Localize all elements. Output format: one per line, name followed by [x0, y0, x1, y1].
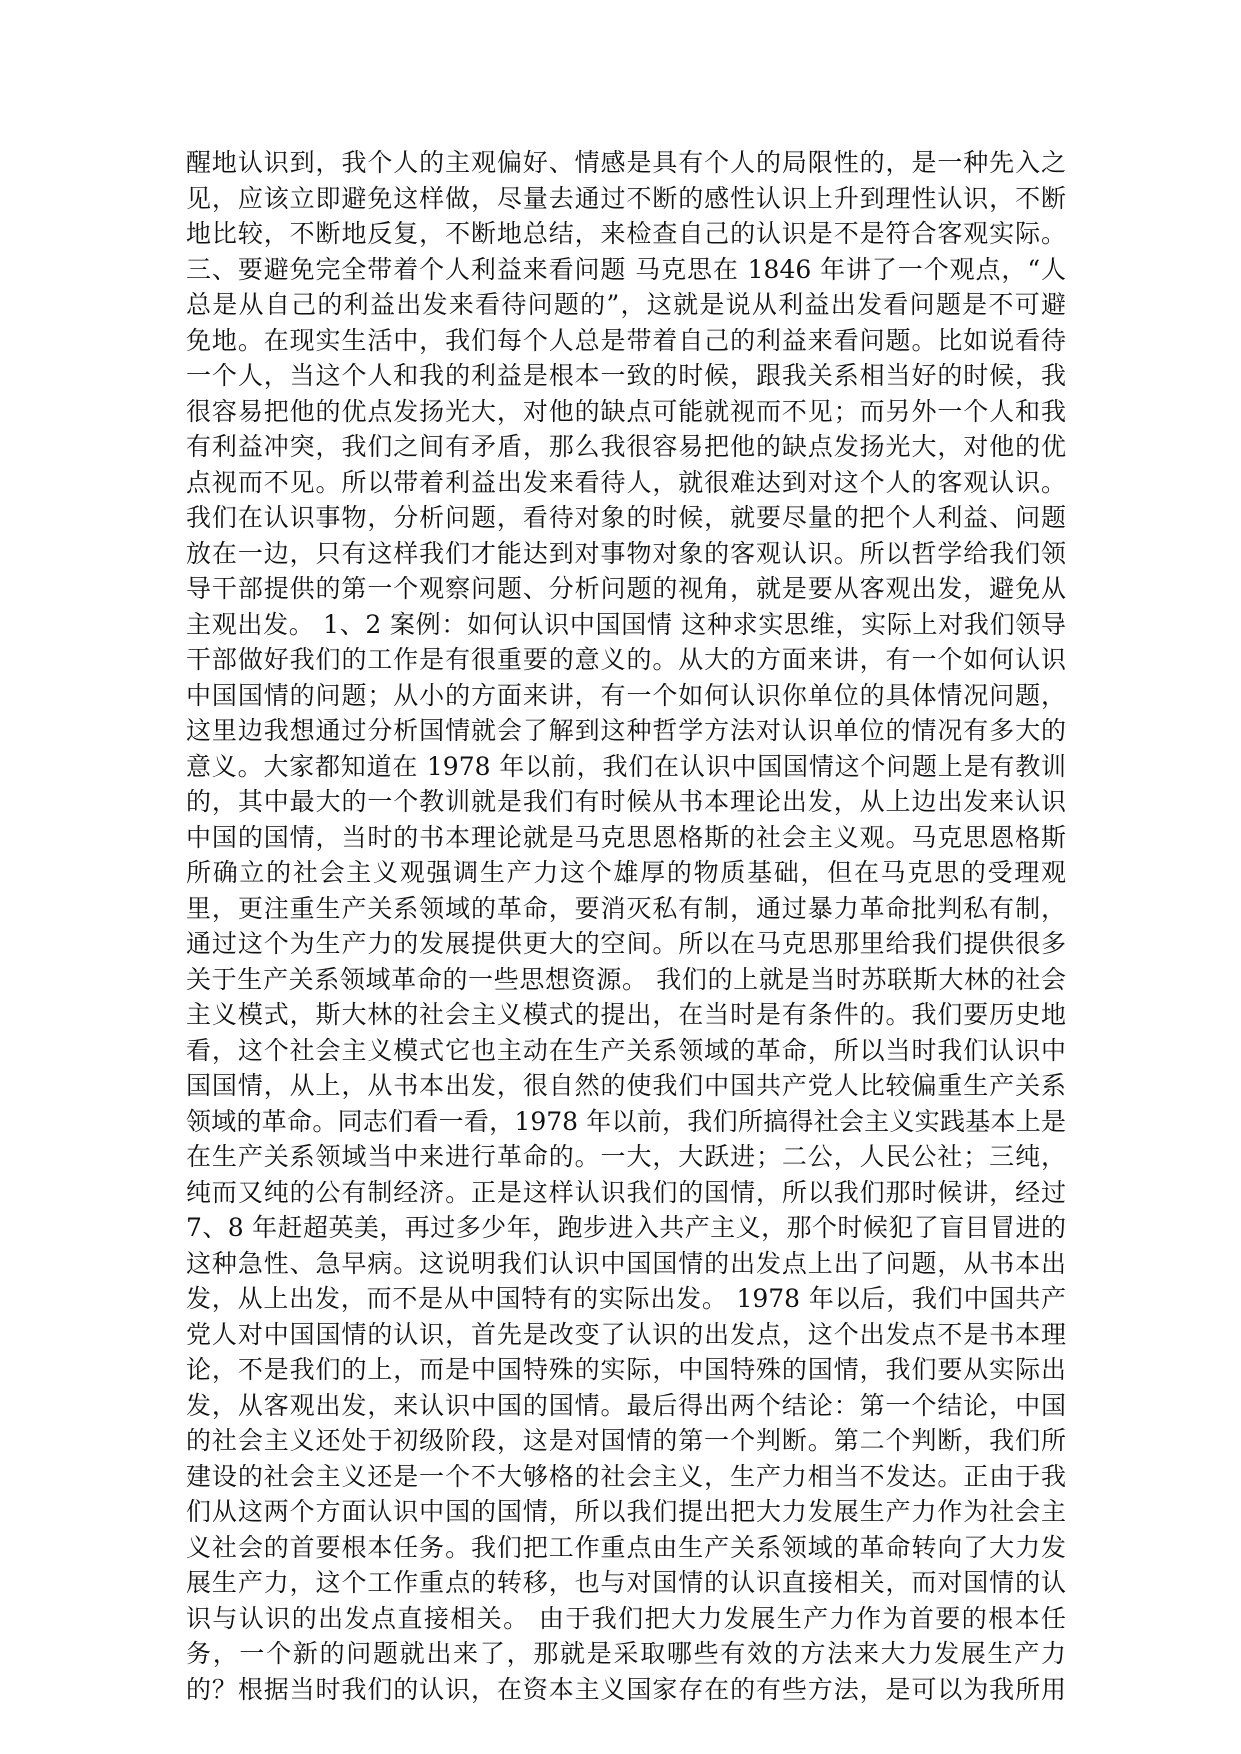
text-line: 的社会主义还处于初级阶段，这是对国情的第一个判断。第二个判断，我们所: [186, 1426, 1066, 1455]
text-line: 领域的革命。同志们看一看，1978 年以前，我们所搞得社会主义实践基本上是: [186, 1106, 1066, 1136]
text-line: 发，从上出发，而不是从中国特有的实际出发。 1978 年以后，我们中国共产: [186, 1284, 1066, 1313]
text-line: 一个人，当这个人和我的利益是根本一致的时候，跟我关系相当好的时候，我: [186, 361, 1066, 390]
text-line: 三、要避免完全带着个人利益来看问题 马克思在 1846 年讲了一个观点，“人: [186, 254, 1066, 284]
text-line: 建设的社会主义还是一个不大够格的社会主义，生产力相当不发达。正由于我: [186, 1461, 1066, 1491]
text-line: 看，这个社会主义模式它也主动在生产关系领域的革命，所以当时我们认识中: [186, 1035, 1066, 1065]
text-line: 中国国情的问题；从小的方面来讲，有一个如何认识你单位的具体情况问题，: [186, 680, 1066, 710]
text-line: 主义模式，斯大林的社会主义模式的提出，在当时是有条件的。我们要历史地: [186, 1000, 1066, 1029]
text-line: 地比较，不断地反复，不断地总结，来检查自己的认识是不是符合客观实际。: [186, 219, 1066, 248]
text-line: 导干部提供的第一个观察问题、分析问题的视角，就是要从客观出发，避免从: [186, 574, 1066, 603]
text-line: 主观出发。 1、2 案例：如何认识中国国情 这种求实思维，实际上对我们领导: [186, 609, 1066, 639]
text-line: 这种急性、急早病。这说明我们认识中国国情的出发点上出了问题，从书本出: [186, 1248, 1066, 1278]
text-line: 有利益冲突，我们之间有矛盾，那么我很容易把他的缺点发扬光大，对他的优: [186, 432, 1066, 461]
text-line: 务，一个新的问题就出来了，那就是采取哪些有效的方法来大力发展生产力: [186, 1639, 1066, 1668]
text-line: 所确立的社会主义观强调生产力这个雄厚的物质基础，但在马克思的受理观: [186, 858, 1066, 887]
text-line: 通过这个为生产力的发展提供更大的空间。所以在马克思那里给我们提供很多: [186, 929, 1066, 958]
text-line: 见，应该立即避免这样做，尽量去通过不断的感性认识上升到理性认识，不断: [186, 183, 1066, 213]
text-line: 中国的国情，当时的书本理论就是马克思恩格斯的社会主义观。马克思恩格斯: [186, 822, 1066, 852]
text-line: 7、8 年赶超英美，再过多少年，跑步进入共产主义，那个时候犯了盲目冒进的: [186, 1213, 1066, 1242]
text-line: 我们在认识事物，分析问题，看待对象的时候，就要尽量的把个人利益、问题: [186, 503, 1066, 532]
text-line: 这里边我想通过分析国情就会了解到这种哲学方法对认识单位的情况有多大的: [186, 716, 1066, 745]
text-line: 们从这两个方面认识中国的国情，所以我们提出把大力发展生产力作为社会主: [186, 1497, 1066, 1526]
text-line: 干部做好我们的工作是有很重要的意义的。从大的方面来讲，有一个如何认识: [186, 645, 1066, 674]
text-line: 放在一边，只有这样我们才能达到对事物对象的客观认识。所以哲学给我们领: [186, 538, 1066, 568]
text-line: 论，不是我们的上，而是中国特殊的实际，中国特殊的国情，我们要从实际出: [186, 1355, 1066, 1384]
text-line: 发，从客观出发，来认识中国的国情。最后得出两个结论：第一个结论，中国: [186, 1390, 1066, 1420]
body-text: [186, 145, 1066, 1707]
text-line: 国国情，从上，从书本出发，很自然的使我们中国共产党人比较偏重生产关系: [186, 1071, 1066, 1100]
text-line: 点视而不见。所以带着利益出发来看待人，就很难达到对这个人的客观认识。: [186, 467, 1066, 497]
text-line: 免地。在现实生活中，我们每个人总是带着自己的利益来看问题。比如说看待: [186, 325, 1066, 355]
text-line: 醒地认识到，我个人的主观偏好、情感是具有个人的局限性的，是一种先入之: [186, 148, 1066, 177]
text-line: 意义。大家都知道在 1978 年以前，我们在认识中国国情这个问题上是有教训: [186, 751, 1066, 781]
text-line: 识与认识的出发点直接相关。 由于我们把大力发展生产力作为首要的根本任: [186, 1603, 1066, 1633]
text-line: 在生产关系领域当中来进行革命的。一大，大跃进；二公，人民公社；三纯，: [186, 1142, 1066, 1171]
text-line: 里，更注重生产关系领域的革命，要消灭私有制，通过暴力革命批判私有制，: [186, 893, 1066, 923]
text-line: 很容易把他的优点发扬光大，对他的缺点可能就视而不见；而另外一个人和我: [186, 396, 1066, 426]
text-line: 关于生产关系领域革命的一些思想资源。 我们的上就是当时苏联斯大林的社会: [186, 964, 1066, 994]
text-line: 展生产力，这个工作重点的转移，也与对国情的认识直接相关，而对国情的认: [186, 1568, 1066, 1597]
text-line: 的，其中最大的一个教训就是我们有时候从书本理论出发，从上边出发来认识: [186, 787, 1066, 816]
text-line: 的？根据当时我们的认识，在资本主义国家存在的有些方法，是可以为我所用: [186, 1674, 1066, 1704]
text-line: 义社会的首要根本任务。我们把工作重点由生产关系领域的革命转向了大力发: [186, 1532, 1066, 1562]
text-line: 纯而又纯的公有制经济。正是这样认识我们的国情，所以我们那时候讲，经过: [186, 1177, 1066, 1207]
text-line: 党人对中国国情的认识，首先是改变了认识的出发点，这个出发点不是书本理: [186, 1319, 1066, 1349]
text-line: 总是从自己的利益出发来看待问题的”，这就是说从利益出发看问题是不可避: [186, 290, 1066, 319]
